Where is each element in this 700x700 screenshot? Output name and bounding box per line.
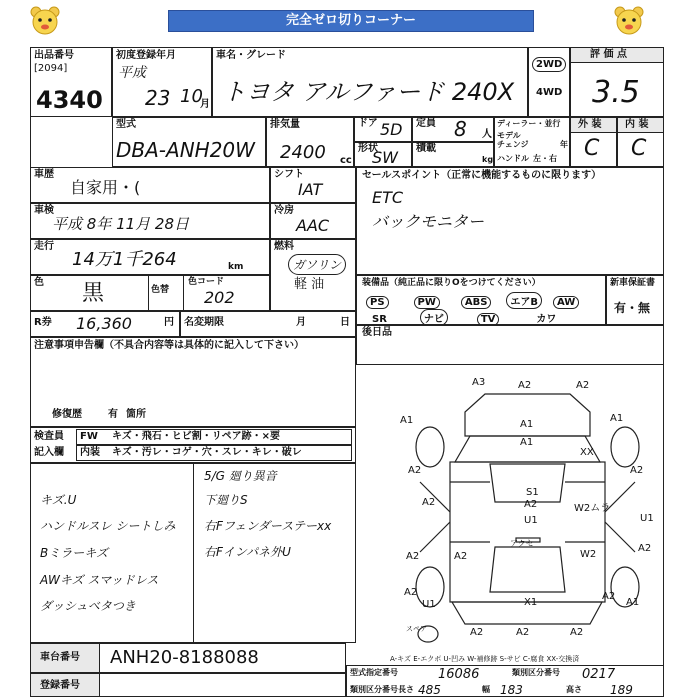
repair-label: 修復歴 [52,409,82,420]
exterior-label: 外 装 [578,119,602,130]
color-change-label: 色替 [151,285,170,295]
shift-value: IAT [298,180,323,199]
chassis-label: 車台番号 [40,652,80,663]
doors-value: 5D [380,120,403,139]
equipment-airbag: エアB [506,292,542,309]
inspector-interior: 内装 [80,447,100,458]
color-code-label: 色コード [188,277,225,287]
remark-item: 右Fフェンダーステーxx [204,519,332,533]
length-value: 485 [418,683,441,697]
damage-mark: A3 [472,377,486,388]
remark-item: キズ.U [40,493,77,507]
new-warranty-label: 新車保証書 [610,278,656,288]
damage-mark: U1 [422,599,436,610]
color-code-value: 202 [204,288,235,307]
equipment-label: 装備品（純正品に限りOをつけてください） [362,278,541,288]
spare-label: スペア [406,625,427,633]
mileage-label: 走行 [34,241,54,252]
damage-mark: A1 [626,597,640,608]
bear-mascot-icon [28,3,62,37]
model-code-label: 型式 [116,119,136,130]
model-change-label: モデル [497,131,521,140]
inspection-label: 車検 [34,205,54,216]
repair-value: 有 [108,409,118,420]
damage-mark: A2 [570,627,584,638]
model-name-value: トヨタ アルファード 240X [222,78,515,106]
class-label: 類別区分番号 [512,668,560,677]
remark-item: ハンドルスレ シートしみ [40,519,176,533]
length-label: 長さ [398,685,414,694]
fuel-value2: 軽 油 [294,277,325,292]
width-label: 幅 [482,685,490,694]
capacity-unit: 人 [482,129,492,140]
mileage-value: 14万1千264 [72,249,177,270]
damage-mark: A2 [406,551,420,562]
handle-options: 左・右 [533,154,557,163]
lot-number: 4340 [36,86,103,114]
designation-value: 16086 [438,667,480,682]
damage-mark: A2 [422,497,436,508]
width-value: 183 [500,683,523,697]
ac-label: 冷房 [274,205,294,216]
repair-place: 箇所 [126,409,146,420]
name-change-month-label: 月 [296,317,306,328]
sales-points-label: セールスポイント（正常に機能するものに限ります） [362,170,602,181]
history-box [30,167,270,203]
inspection-value: 平成 8年 11月 28日 [52,215,190,233]
equipment-ps: PS [366,296,389,309]
history-label: 車歴 [34,169,54,180]
inspector-fw-items: キズ・飛石・ヒビ割・リペア跡・×要 [112,431,280,442]
equipment-leather: カワ [536,314,557,325]
inspector-label2: 記入欄 [34,447,64,458]
remark-item: 右Fインパネ外U [204,545,291,559]
damage-mark: A1 [520,419,534,430]
chassis-value: ANH20-8188088 [110,647,259,668]
first-reg-year: 23 [145,86,171,110]
lot-label: 出品番号 [34,50,74,61]
exterior-value: C [584,136,600,161]
damage-mark: A2 [516,627,530,638]
new-warranty-value: 有・無 [614,301,651,315]
history-value: 自家用・( [70,178,141,197]
rating-label: 評 価 点 [590,49,627,60]
model-code-value: DBA-ANH20W [116,138,255,162]
doors-label: ドア [358,118,378,129]
damage-mark: A2 [524,499,538,510]
equipment-navi: ナビ [420,309,448,326]
diagram-legend: A-キズ E-エクボ U-凹み W-補修跡 S-サビ C-腐食 XX-交換済 [390,655,580,663]
damage-mark: S1 [526,487,539,498]
name-change-day-label: 日 [340,317,350,328]
first-reg-month: 10 [180,86,203,107]
post-document-label: 後日品 [362,327,392,338]
displacement-value: 2400 [280,142,326,163]
dealer-label: ディーラー・並行 [497,119,561,128]
drive-2wd: 2WD [532,57,566,72]
model-change-unit: 年 [560,140,568,149]
damage-mark: A2 [454,551,468,562]
displacement-unit: cc [340,155,352,166]
accessory-label: アクセ [510,539,534,548]
drive-4wd: 4WD [536,87,563,98]
damage-mark: A2 [470,627,484,638]
damage-mark: XX [580,447,594,458]
damage-mark: A2 [630,465,644,476]
interior-value: C [631,136,647,161]
remark-item: AWキズ スマッドレス [40,573,159,587]
class-value: 0217 [582,667,616,682]
fuel-label: 燃料 [274,241,294,252]
recycle-value: 16,360 [76,314,132,333]
damage-mark: W2 [580,549,597,560]
load-label: 積載 [416,143,436,154]
capacity-label: 定員 [416,118,436,129]
equipment-sr: SR [372,314,387,325]
recycle-label: R券 [34,317,52,328]
sales-point-item: ETC [372,188,404,207]
damage-mark: A1 [400,415,414,426]
header [0,0,700,40]
equipment-abs: ABS [461,296,492,309]
fuel-value-circled: ガソリン [288,254,346,275]
load-unit: kg [482,155,494,164]
equipment-row-1 [366,292,579,309]
color-label: 色 [34,277,44,288]
inspector-fw: FW [80,431,98,442]
height-label: 高さ [566,685,582,694]
remark-item: Bミラーキズ [40,546,108,560]
page-title: 完全ゼロ切りコーナー [168,10,534,32]
shift-label: シフト [274,169,304,180]
first-reg-label: 初度登録年月 [116,50,176,61]
bear-mascot-icon [612,3,646,37]
post-document-box [356,325,664,365]
remark-item: 5/G 廻り異音 [204,469,277,483]
sales-point-item: バックモニター [372,212,485,231]
equipment-tv: TV [477,313,500,326]
first-reg-month-unit: 月 [200,99,210,110]
interior-label: 内 装 [625,119,649,130]
designation-label: 型式指定番号 [350,668,398,677]
handle-label: ハンドル [497,154,529,163]
name-change-label: 名変期限 [184,317,224,328]
damage-mark: A2 [638,543,652,554]
color-value: 黒 [82,281,105,306]
equipment-pw: PW [414,296,440,309]
lot-sub: [2094] [34,63,68,74]
shape-value: SW [372,148,398,167]
inspector-interior-items: キズ・汚レ・コゲ・穴・スレ・キレ・破レ [112,447,302,458]
spec-row2-label: 類別区分番号 [350,685,398,694]
damage-diagram [390,372,664,648]
damage-mark: A2 [576,380,590,391]
damage-mark: W2ムラ [574,503,611,514]
damage-mark: A2 [408,465,422,476]
shape-label: 形状 [358,143,378,154]
notes-label: 注意事項申告欄（不具合内容等は具体的に記入して下さい） [34,340,304,351]
damage-mark: X1 [524,597,538,608]
damage-mark: U1 [524,515,538,526]
damage-mark: A2 [404,587,418,598]
mileage-unit: km [228,262,244,272]
equipment-row-2 [372,309,556,326]
remark-item: ダッシュベタつき [40,599,136,613]
damage-mark: A2 [518,380,532,391]
ac-value: AAC [296,216,330,235]
model-change-label2: チェンジ [497,140,529,149]
damage-mark: A2 [602,591,616,602]
recycle-unit: 円 [164,317,174,328]
displacement-label: 排気量 [270,119,300,130]
inspector-label: 検査員 [34,431,64,442]
equipment-aw: AW [553,296,579,309]
first-reg-era: 平成 [118,65,146,81]
damage-mark: A1 [520,437,534,448]
capacity-value: 8 [454,117,467,141]
rating-value: 3.5 [592,75,640,110]
height-value: 189 [610,683,633,697]
registration-label: 登録番号 [40,680,80,691]
damage-mark: U1 [640,513,654,524]
model-name-label: 車名・グレード [216,50,286,61]
damage-mark: A1 [610,413,624,424]
remark-item: 下廻りS [204,493,248,507]
